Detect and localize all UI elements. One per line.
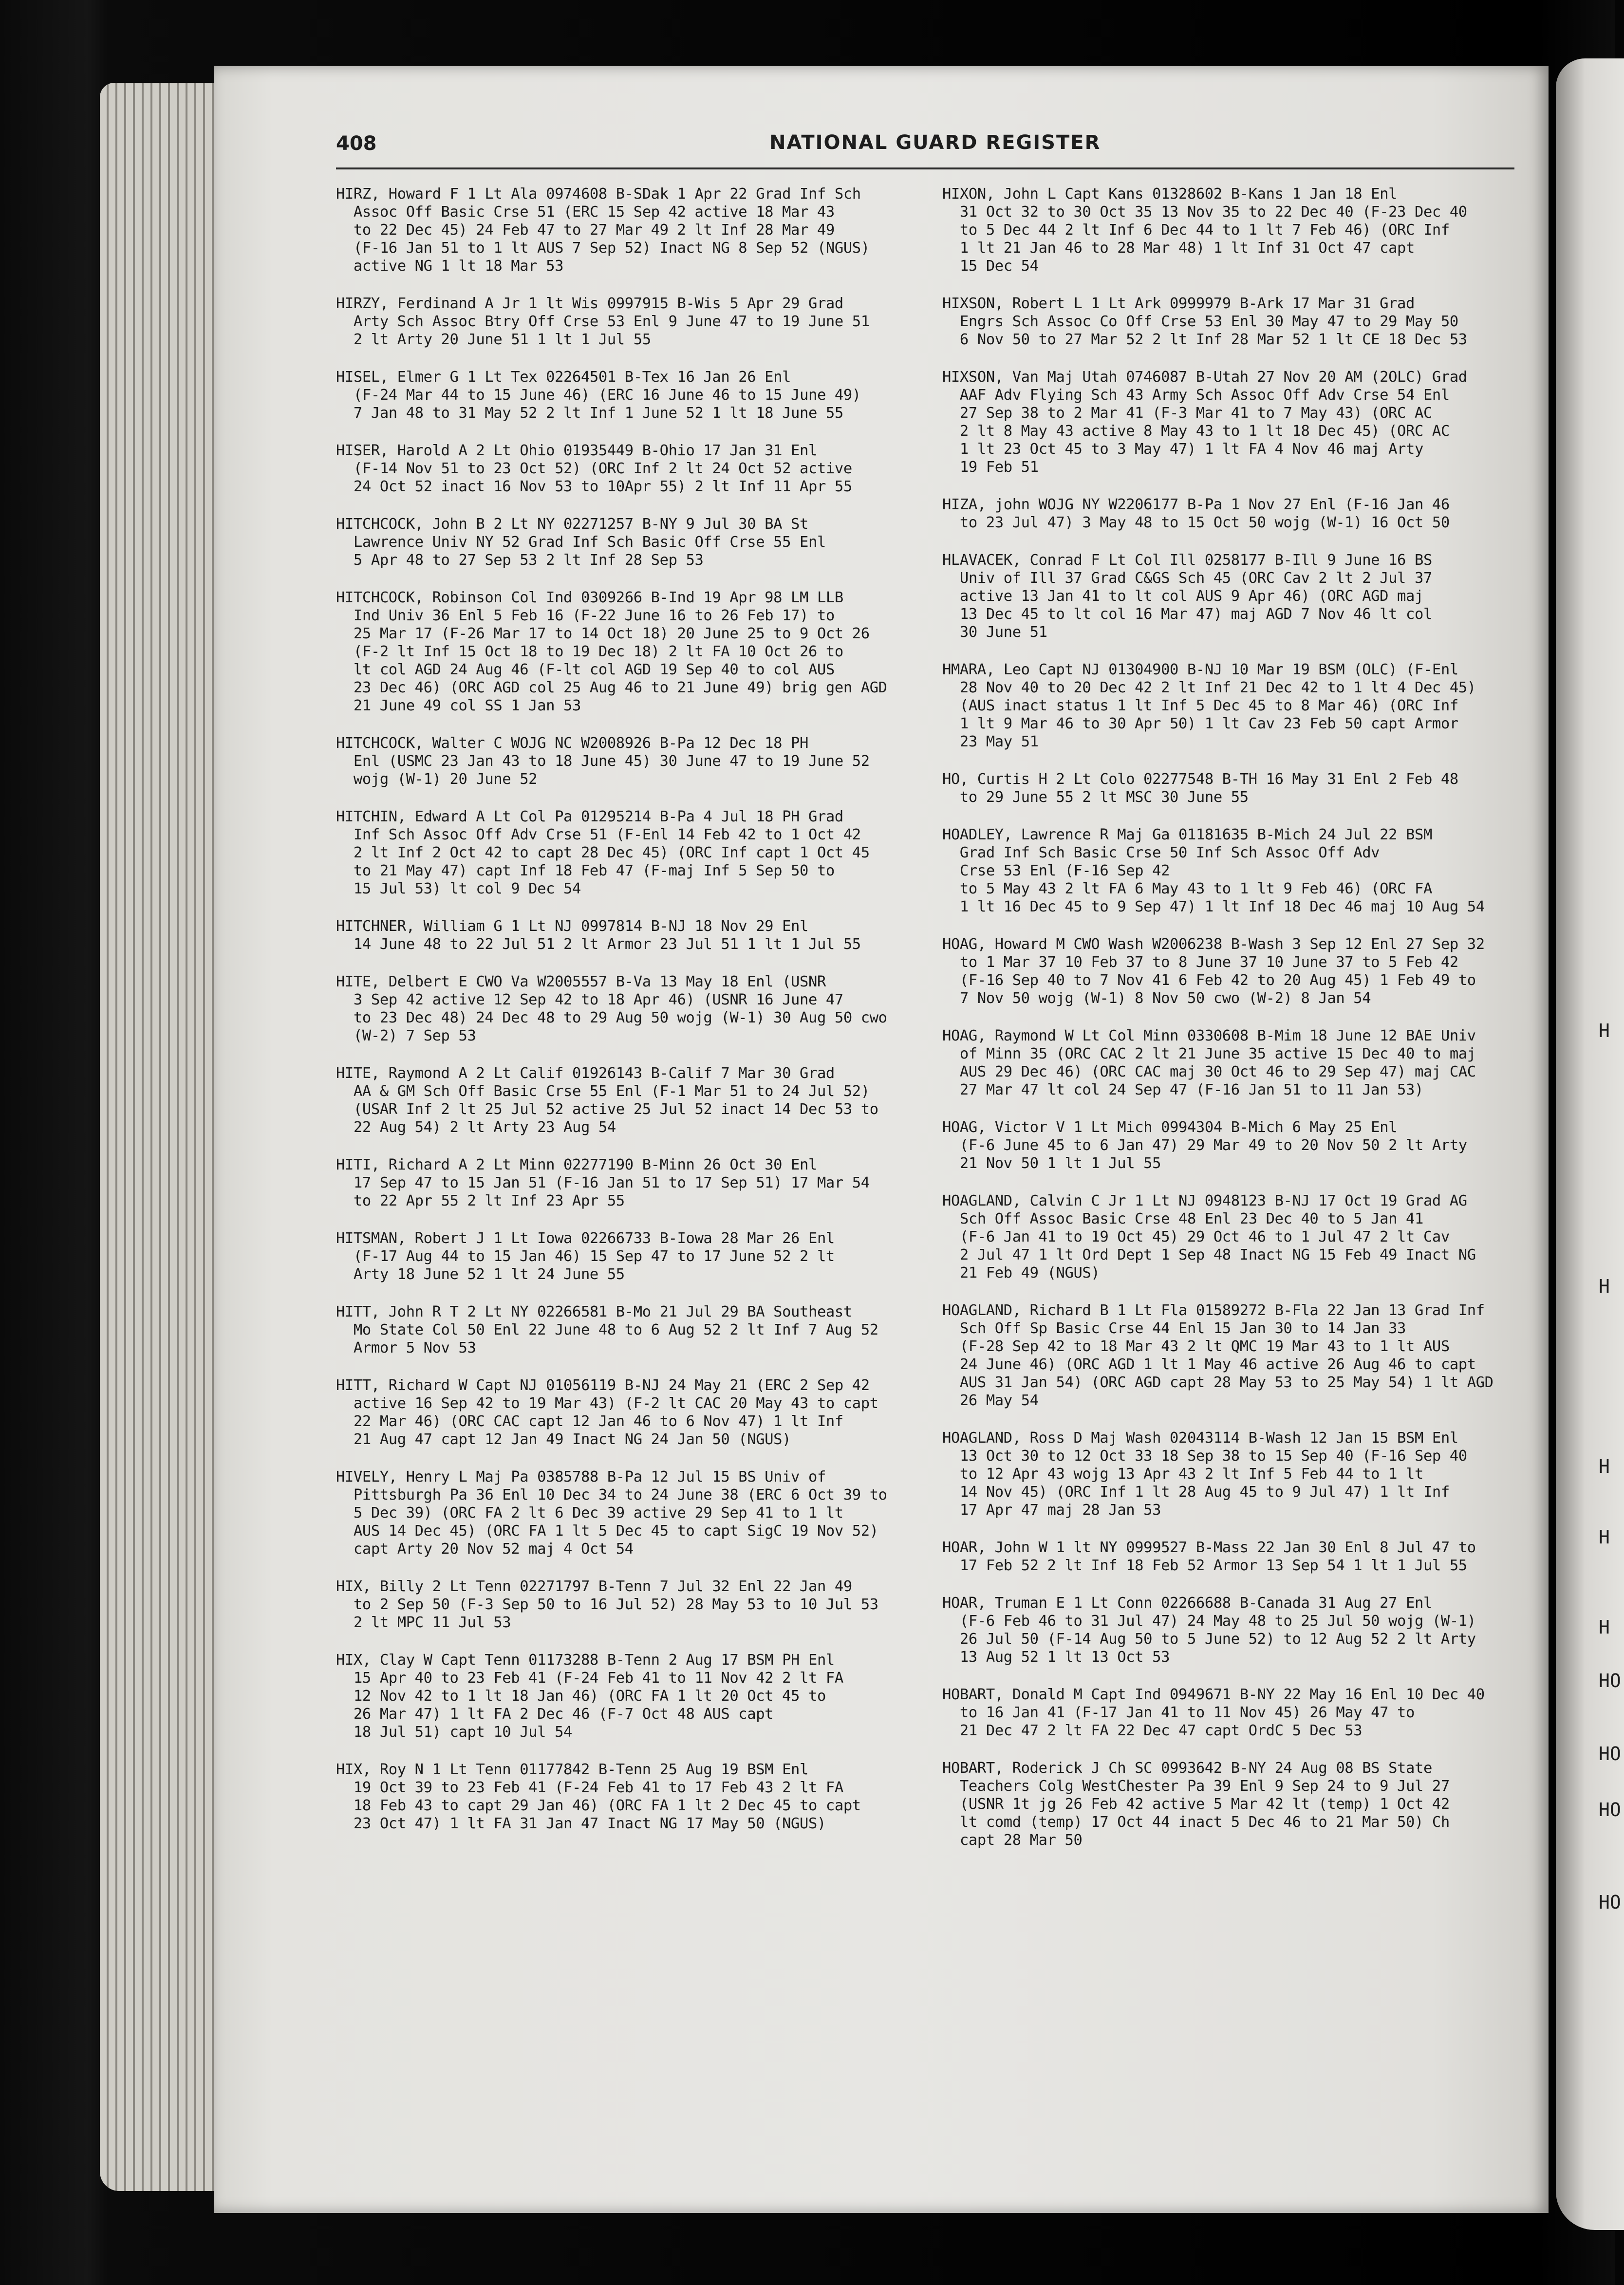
entry-text: HOAR, Truman E 1 Lt Conn 02266688 B-Canada 31 Aug 27 Enl (F-6 Feb 46 to 31 Jul 47) 24 May 48 to 25 Jul 50 wojg (W-1) 26 Jul 50 (F-14 Aug 50 to 5 June 52) to 12 Aug 52 2 lt Arty 13 Aug 52 1 lt 13 Oct 53 <box>942 1595 1476 1666</box>
entry-text: HIXSON, Robert L 1 Lt Ark 0999979 B-Ark 17 Mar 31 Grad Engrs Sch Assoc Co Off Crse 53 Enl 30 May 47 to 29 May 50 6 Nov 50 to 27 Mar 52 2 lt Inf 28 Mar 52 1 lt CE 18 Dec 53 <box>942 295 1467 348</box>
register-entry <box>942 1686 1536 1740</box>
register-entry <box>942 1118 1536 1172</box>
register-entry <box>336 1376 930 1449</box>
facing-page-letter: HO <box>1599 1743 1621 1765</box>
register-entry <box>336 808 930 898</box>
register-entry <box>336 295 930 349</box>
entry-text: HISER, Harold A 2 Lt Ohio 01935449 B-Ohio 17 Jan 31 Enl (F-14 Nov 51 to 23 Oct 52) (ORC Inf 2 lt 24 Oct 52 active 24 Oct 52 inact 16 Nov 53 to 10Apr 55) 2 lt Inf 11 Apr 55 <box>336 442 852 495</box>
entry-text: HIXON, John L Capt Kans 01328602 B-Kans 1 Jan 18 Enl 31 Oct 32 to 30 Oct 35 13 Nov 35 to 22 Dec 40 (F-23 Dec 40 to 5 Dec 44 2 lt Inf 6 Dec 44 to 1 lt 7 Feb 46) (ORC Inf 1 lt 21 Jan 46 to 28 Mar 48) 1 lt Inf 31 Oct 47 capt 15 Dec 54 <box>942 186 1467 275</box>
entry-text: HOBART, Donald M Capt Ind 0949671 B-NY 22 May 16 Enl 10 Dec 40 to 16 Jan 41 (F-17 Jan 41 to 11 Nov 45) 26 May 47 to 21 Dec 47 2 lt FA 22 Dec 47 capt OrdC 5 Dec 53 <box>942 1686 1485 1739</box>
register-entry <box>942 935 1536 1007</box>
register-entry <box>336 1064 930 1136</box>
facing-page-letter: H <box>1599 1276 1610 1297</box>
entry-text: HIVELY, Henry L Maj Pa 0385788 B-Pa 12 Jul 15 BS Univ of Pittsburgh Pa 36 Enl 10 Dec 34 to 24 June 38 (ERC 6 Oct 39 to 5 Dec 39) (ORC FA 2 lt 6 Dec 39 active 29 Sep 41 to 1 lt AUS 14 Dec 45) (ORC FA 1 lt 5 Dec 45 to capt SigC 19 Nov 52) capt Arty 20 Nov 52 maj 4 Oct 54 <box>336 1468 887 1558</box>
register-entry <box>336 1761 930 1833</box>
register-entry <box>942 368 1536 476</box>
entry-text: HMARA, Leo Capt NJ 01304900 B-NJ 10 Mar 19 BSM (OLC) (F-Enl 28 Nov 40 to 20 Dec 42 2 lt Inf 21 Dec 42 to 1 lt 4 Dec 45) (AUS inact status 1 lt Inf 5 Dec 45 to 8 Mar 46) (ORC Inf 1 lt 9 Mar 46 to 30 Apr 50) 1 lt Cav 23 Feb 50 capt Armor 23 May 51 <box>942 661 1476 750</box>
entry-text: HOAGLAND, Calvin C Jr 1 Lt NJ 0948123 B-NJ 17 Oct 19 Grad AG Sch Off Assoc Basic Crse 48 Enl 23 Dec 40 to 5 Jan 41 (F-6 Jan 41 to 19 Oct 45) 29 Oct 46 to 1 Jul 47 2 lt Cav 2 Jul 47 1 lt Ord Dept 1 Sep 48 Inact NG 15 Feb 49 Inact NG 21 Feb 49 (NGUS) <box>942 1192 1476 1282</box>
facing-page-letter: H <box>1599 1616 1610 1638</box>
register-entry <box>942 1539 1536 1575</box>
page-stack-edges <box>100 83 226 2191</box>
register-entry <box>336 917 930 953</box>
register-entry <box>942 295 1536 349</box>
register-entry <box>942 1429 1536 1519</box>
register-entry <box>942 1594 1536 1666</box>
entry-text: HITCHCOCK, Robinson Col Ind 0309266 B-Ind 19 Apr 98 LM LLB Ind Univ 36 Enl 5 Feb 16 (F-22 June 16 to 26 Feb 17) to 25 Mar 17 (F-26 Mar 17 to 14 Oct 18) 20 June 25 to 9 Oct 26 (F-2 lt Inf 15 Oct 18 to 19 Dec 18) 2 lt FA 10 Oct 26 to lt col AGD 24 Aug 46 (F-lt col AGD 19 Sep 40 to col AUS 23 Dec 46) (ORC AGD col 25 Aug 46 to 21 June 49) brig gen AGD 21 June 49 col SS 1 Jan 53 <box>336 589 887 714</box>
entry-text: HITCHCOCK, Walter C WOJG NC W2008926 B-Pa 12 Dec 18 PH Enl (USMC 23 Jan 43 to 18 June 45) 30 June 47 to 19 June 52 wojg (W-1) 20 June 52 <box>336 735 870 788</box>
register-entry <box>942 826 1536 916</box>
entry-text: HOADLEY, Lawrence R Maj Ga 01181635 B-Mich 24 Jul 22 BSM Grad Inf Sch Basic Crse 50 Inf Sch Assoc Off Adv Crse 53 Enl (F-16 Sep 42 to 5 May 43 2 lt FA 6 May 43 to 1 lt 9 Feb 46) (ORC FA 1 lt 16 Dec 45 to 9 Sep 47) 1 lt Inf 18 Dec 46 maj 10 Aug 54 <box>942 826 1485 915</box>
facing-page-letter: H <box>1599 1456 1610 1477</box>
register-entry <box>942 185 1536 275</box>
register-entry <box>942 661 1536 751</box>
register-entry <box>942 1027 1536 1099</box>
register-entry <box>942 1301 1536 1410</box>
entry-text: HOAGLAND, Richard B 1 Lt Fla 01589272 B-Fla 22 Jan 13 Grad Inf Sch Off Sp Basic Crse 44 Enl 15 Jan 30 to 14 Jan 33 (F-28 Sep 42 to 18 Mar 43 2 lt QMC 19 Mar 43 to 1 lt AUS 24 June 46) (ORC AGD 1 lt 1 May 46 active 26 Aug 46 to capt AUS 31 Jan 54) (ORC AGD capt 28 May 53 to 25 May 54) 1 lt AGD 26 May 54 <box>942 1302 1493 1409</box>
entry-text: HIZA, john WOJG NY W2206177 B-Pa 1 Nov 27 Enl (F-16 Jan 46 to 23 Jul 47) 3 May 48 to 15 Oct 50 wojg (W-1) 16 Oct 50 <box>942 496 1450 531</box>
entry-text: HIX, Roy N 1 Lt Tenn 01177842 B-Tenn 25 Aug 19 BSM Enl 19 Oct 39 to 23 Feb 41 (F-24 Feb 41 to 17 Feb 43 2 lt FA 18 Feb 43 to capt 29 Jan 46) (ORC FA 1 lt 2 Dec 45 to capt 23 Oct 47) 1 lt FA 31 Jan 47 Inact NG 17 May 50 (NGUS) <box>336 1761 861 1832</box>
entry-text: HLAVACEK, Conrad F Lt Col Ill 0258177 B-Ill 9 June 16 BS Univ of Ill 37 Grad C&GS Sch 45 (ORC Cav 2 lt 2 Jul 37 active 13 Jan 41 to lt col AUS 9 Apr 46) (ORC AGD maj 13 Dec 45 to lt col 16 Mar 47) maj AGD 7 Nov 46 lt col 30 June 51 <box>942 552 1432 641</box>
facing-page-edge <box>1556 58 1624 2230</box>
entry-text: HITSMAN, Robert J 1 Lt Iowa 02266733 B-Iowa 28 Mar 26 Enl (F-17 Aug 44 to 15 Jan 46) 15 Sep 47 to 17 June 52 2 lt Arty 18 June 52 1 lt 24 June 55 <box>336 1230 835 1283</box>
entry-text: HOAR, John W 1 lt NY 0999527 B-Mass 22 Jan 30 Enl 8 Jul 47 to 17 Feb 52 2 lt Inf 18 Feb 52 Armor 13 Sep 54 1 lt 1 Jul 55 <box>942 1539 1476 1574</box>
facing-page-letter: HO <box>1599 1799 1621 1821</box>
register-entry <box>336 1303 930 1357</box>
entry-text: HITT, John R T 2 Lt NY 02266581 B-Mo 21 Jul 29 BA Southeast Mo State Col 50 Enl 22 June 48 to 6 Aug 52 2 lt Inf 7 Aug 52 Armor 5 Nov 53 <box>336 1303 878 1356</box>
register-entry <box>942 496 1536 532</box>
entry-text: HIRZY, Ferdinand A Jr 1 lt Wis 0997915 B-Wis 5 Apr 29 Grad Arty Sch Assoc Btry Off Crse 53 Enl 9 June 47 to 19 June 51 2 lt Arty 20 June 51 1 lt 1 Jul 55 <box>336 295 870 348</box>
entry-text: HIRZ, Howard F 1 Lt Ala 0974608 B-SDak 1 Apr 22 Grad Inf Sch Assoc Off Basic Crse 51 (ERC 15 Sep 42 active 18 Mar 43 to 22 Dec 45) 24 Feb 47 to 27 Mar 49 2 lt Inf 28 Mar 49 (F-16 Jan 51 to 1 lt AUS 7 Sep 52) Inact NG 8 Sep 52 (NGUS) active NG 1 lt 18 Mar 53 <box>336 186 870 275</box>
register-entry <box>336 515 930 569</box>
register-entry <box>336 734 930 788</box>
register-entry <box>336 1578 930 1632</box>
facing-page-letter: HO <box>1599 1670 1621 1691</box>
entry-text: HIX, Billy 2 Lt Tenn 02271797 B-Tenn 7 Jul 32 Enl 22 Jan 49 to 2 Sep 50 (F-3 Sep 50 to 16 Jul 52) 28 May 53 to 10 Jul 53 2 lt MPC 11 Jul 53 <box>336 1578 878 1631</box>
entry-text: HITT, Richard W Capt NJ 01056119 B-NJ 24 May 21 (ERC 2 Sep 42 active 16 Sep 42 to 19 Mar 43) (F-2 lt CAC 20 May 43 to capt 22 Mar 46) (ORC CAC capt 12 Jan 46 to 6 Nov 47) 1 lt Inf 21 Aug 47 capt 12 Jan 49 Inact NG 24 Jan 50 (NGUS) <box>336 1377 878 1448</box>
entry-text: HOBART, Roderick J Ch SC 0993642 B-NY 24 Aug 08 BS State Teachers Colg WestChester Pa 39 Enl 9 Sep 24 to 9 Jul 27 (USNR 1t jg 26 Feb 42 active 5 Mar 42 lt (temp) 1 Oct 42 lt comd (temp) 17 Oct 44 inact 5 Dec 46 to 21 Mar 50) Ch capt 28 Mar 50 <box>942 1760 1450 1849</box>
register-entry <box>336 973 930 1045</box>
header-rule <box>336 167 1514 169</box>
register-entry <box>336 368 930 422</box>
register-entry <box>336 1229 930 1283</box>
entry-text: HOAGLAND, Ross D Maj Wash 02043114 B-Wash 12 Jan 15 BSM Enl 13 Oct 30 to 12 Oct 33 18 Sep 38 to 15 Sep 40 (F-16 Sep 40 to 12 Apr 43 wojg 13 Apr 43 2 lt Inf 5 Feb 44 to 1 lt 14 Nov 45) (ORC Inf 1 lt 28 Aug 45 to 9 Jul 47) 1 lt Inf 17 Apr 47 maj 28 Jan 53 <box>942 1430 1467 1519</box>
entry-text: HITI, Richard A 2 Lt Minn 02277190 B-Minn 26 Oct 30 Enl 17 Sep 47 to 15 Jan 51 (F-16 Jan 51 to 17 Sep 51) 17 Mar 54 to 22 Apr 55 2 lt Inf 23 Apr 55 <box>336 1156 870 1209</box>
register-entry <box>336 442 930 496</box>
entry-text: HOAG, Raymond W Lt Col Minn 0330608 B-Mim 18 June 12 BAE Univ of Minn 35 (ORC CAC 2 lt 21 June 35 active 15 Dec 40 to maj AUS 29 Dec 46) (ORC CAC maj 30 Oct 46 to 29 Sep 47) maj CAC 27 Mar 47 lt col 24 Sep 47 (F-16 Jan 51 to 11 Jan 53) <box>942 1027 1476 1098</box>
entry-text: HITCHCOCK, John B 2 Lt NY 02271257 B-NY 9 Jul 30 BA St Lawrence Univ NY 52 Grad Inf Sch Basic Off Crse 55 Enl 5 Apr 48 to 27 Sep 53 2 lt Inf 28 Sep 53 <box>336 516 826 569</box>
running-head: NATIONAL GUARD REGISTER <box>769 131 1101 154</box>
register-entry <box>942 1192 1536 1282</box>
right-column <box>942 185 1536 1869</box>
register-entry <box>336 1651 930 1741</box>
entry-text: HOAG, Howard M CWO Wash W2006238 B-Wash 3 Sep 12 Enl 27 Sep 32 to 1 Mar 37 10 Feb 37 to 8 June 37 10 June 37 to 5 Feb 42 (F-16 Sep 40 to 7 Nov 41 6 Feb 42 to 20 Aug 45) 1 Feb 49 to 7 Nov 50 wojg (W-1) 8 Nov 50 cwo (W-2) 8 Jan 54 <box>942 936 1485 1007</box>
entry-text: HIX, Clay W Capt Tenn 01173288 B-Tenn 2 Aug 17 BSM PH Enl 15 Apr 40 to 23 Feb 41 (F-24 Feb 41 to 11 Nov 42 2 lt FA 12 Nov 42 to 1 lt 18 Jan 46) (ORC FA 1 lt 20 Oct 45 to 26 Mar 47) 1 lt FA 2 Dec 46 (F-7 Oct 48 AUS capt 18 Jul 51) capt 10 Jul 54 <box>336 1652 843 1741</box>
facing-page-letter: H <box>1599 1020 1610 1041</box>
entry-text: HITE, Delbert E CWO Va W2005557 B-Va 13 May 18 Enl (USNR 3 Sep 42 active 12 Sep 42 to 18 Apr 46) (USNR 16 June 47 to 23 Dec 48) 24 Dec 48 to 29 Aug 50 wojg (W-1) 30 Aug 50 cwo (W-2) 7 Sep 53 <box>336 973 887 1044</box>
register-entry <box>336 589 930 715</box>
page-number: 408 <box>336 132 377 155</box>
entry-text: HITE, Raymond A 2 Lt Calif 01926143 B-Calif 7 Mar 30 Grad AA & GM Sch Off Basic Crse 55 Enl (F-1 Mar 51 to 24 Jul 52) (USAR Inf 2 lt 25 Jul 52 active 25 Jul 52 inact 14 Dec 53 to 22 Aug 54) 2 lt Arty 23 Aug 54 <box>336 1065 878 1136</box>
register-entry <box>336 185 930 275</box>
entry-text: HITCHIN, Edward A Lt Col Pa 01295214 B-Pa 4 Jul 18 PH Grad Inf Sch Assoc Off Adv Crse 51 (F-Enl 14 Feb 42 to 1 Oct 42 2 lt Inf 2 Oct 42 to capt 28 Dec 45) (ORC Inf capt 1 Oct 45 to 21 May 47) capt Inf 18 Feb 47 (F-maj Inf 5 Sep 50 to 15 Jul 53) lt col 9 Dec 54 <box>336 808 870 897</box>
register-entry <box>336 1468 930 1558</box>
left-column <box>336 185 930 1852</box>
entry-text: HOAG, Victor V 1 Lt Mich 0994304 B-Mich 6 May 25 Enl (F-6 June 45 to 6 Jan 47) 29 Mar 49 to 20 Nov 50 2 lt Arty 21 Nov 50 1 lt 1 Jul 55 <box>942 1119 1467 1172</box>
entry-text: HITCHNER, William G 1 Lt NJ 0997814 B-NJ 18 Nov 29 Enl 14 June 48 to 22 Jul 51 2 lt Armor 23 Jul 51 1 lt 1 Jul 55 <box>336 918 861 953</box>
register-entry <box>336 1156 930 1210</box>
entry-text: HO, Curtis H 2 Lt Colo 02277548 B-TH 16 May 31 Enl 2 Feb 48 to 29 June 55 2 lt MSC 30 June 55 <box>942 771 1458 806</box>
facing-page-letter: HO <box>1599 1892 1621 1913</box>
register-entry <box>942 1759 1536 1849</box>
entry-text: HISEL, Elmer G 1 Lt Tex 02264501 B-Tex 16 Jan 26 Enl (F-24 Mar 44 to 15 June 46) (ERC 16 June 46 to 15 June 49) 7 Jan 48 to 31 May 52 2 lt Inf 1 June 52 1 lt 18 June 55 <box>336 369 861 422</box>
facing-page-letter: H <box>1599 1526 1610 1548</box>
register-entry <box>942 551 1536 641</box>
register-entry <box>942 770 1536 806</box>
entry-text: HIXSON, Van Maj Utah 0746087 B-Utah 27 Nov 20 AM (2OLC) Grad AAF Adv Flying Sch 43 Army Sch Assoc Off Adv Crse 54 Enl 27 Sep 38 to 2 Mar 41 (F-3 Mar 41 to 7 May 43) (ORC AC 2 lt 8 May 43 active 8 May 43 to 1 lt 18 Dec 45) (ORC AC 1 lt 23 Oct 45 to 3 May 47) 1 lt FA 4 Nov 46 maj Arty 19 Feb 51 <box>942 369 1467 476</box>
